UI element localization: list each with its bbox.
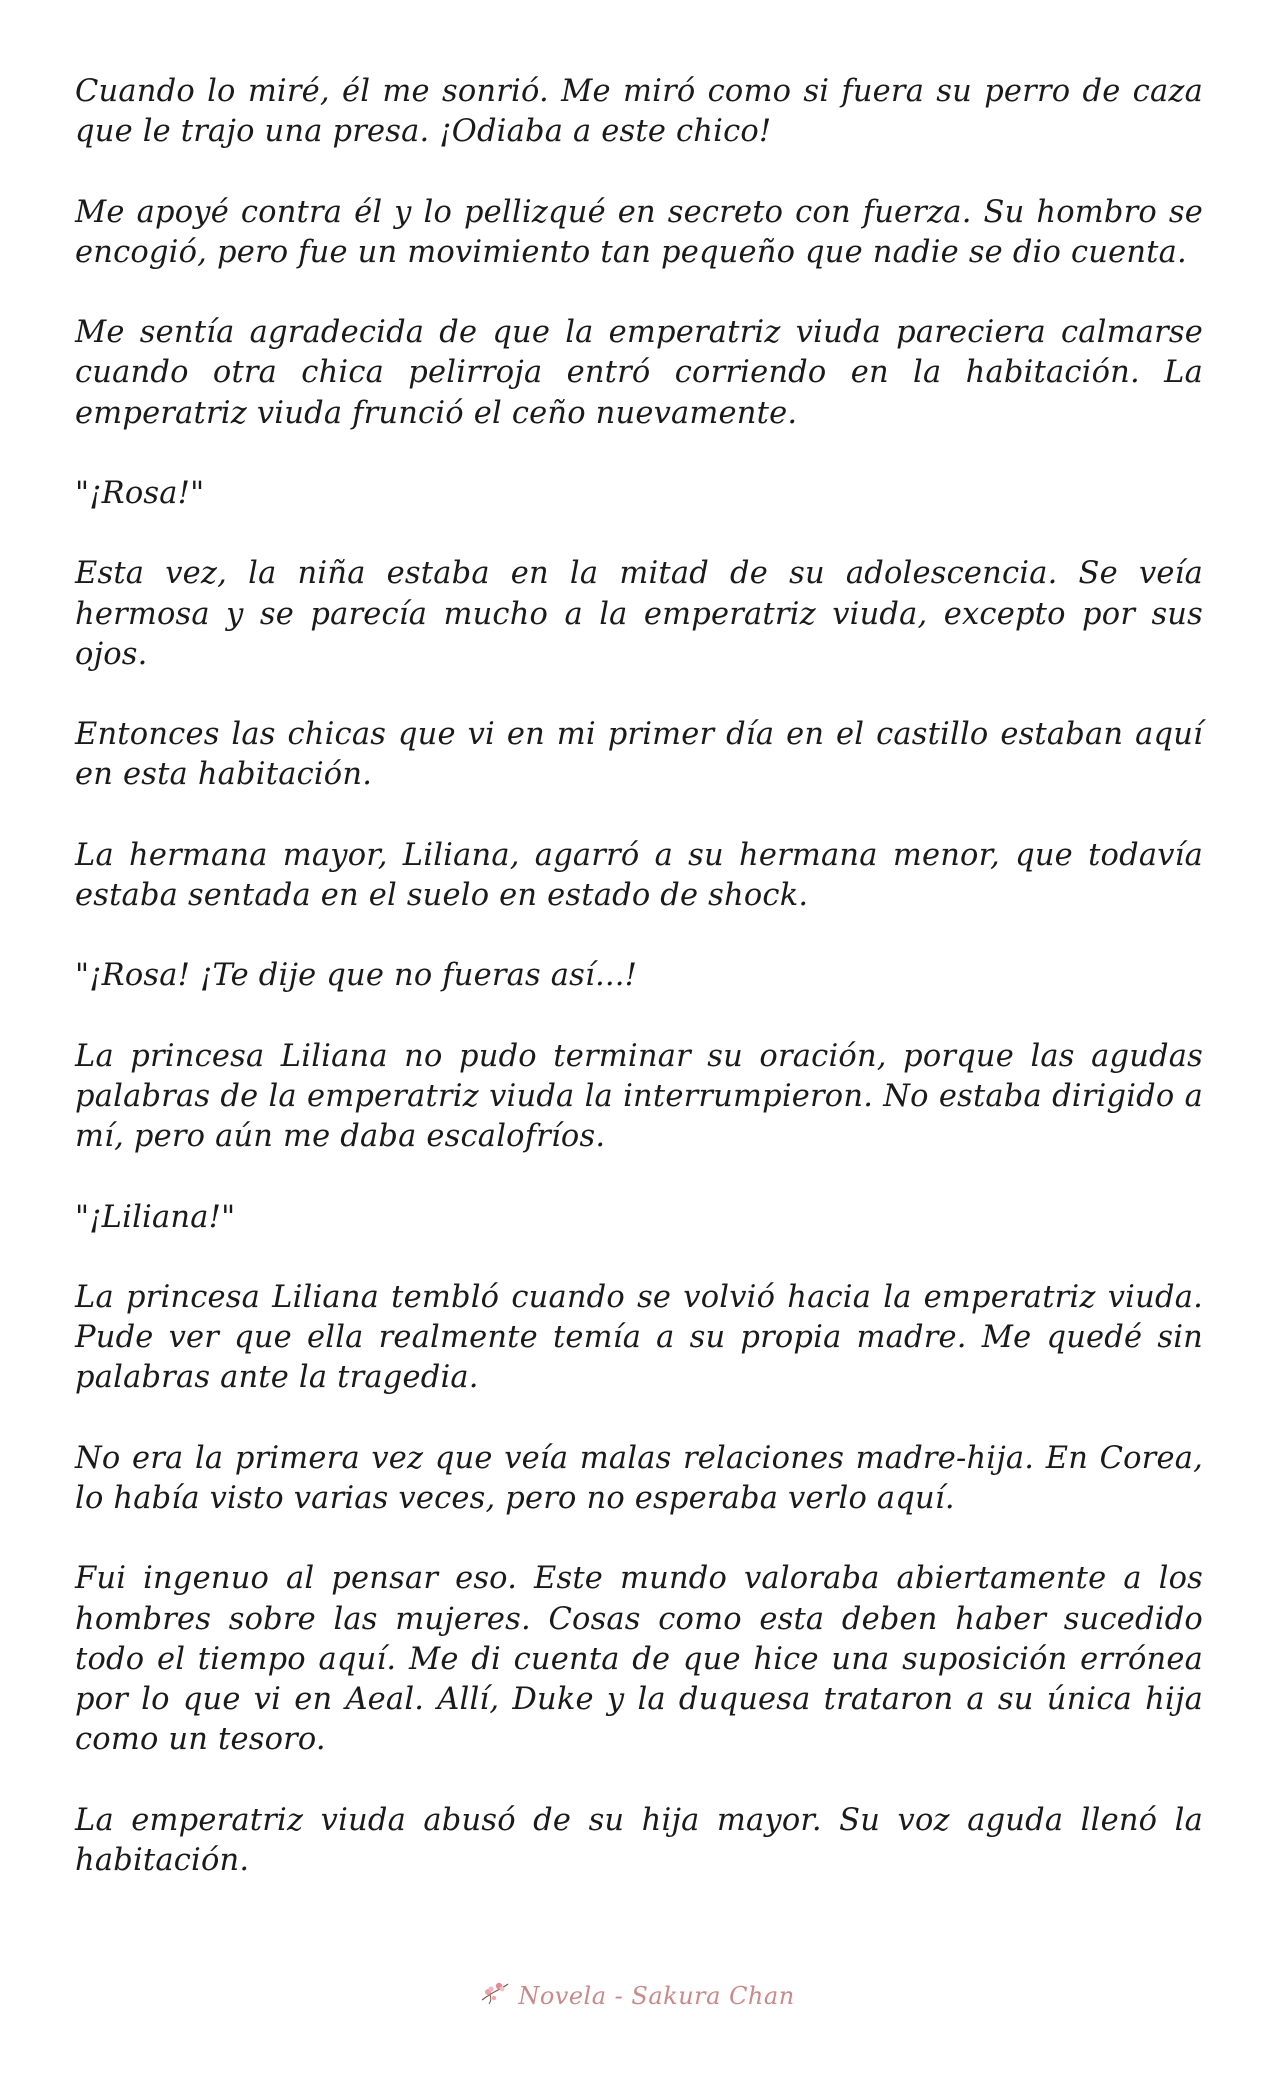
paragraph: Me sentía agradecida de que la emperatriz viuda pareciera calmarse cuando otra chica pelirroja entró corriendo en la habitación. La emperatriz viuda frunció el ceño nuevamente. — [75, 315, 1203, 431]
paragraph: No era la primera vez que veía malas relaciones madre-hija. En Corea, lo había visto varias veces, pero no esperaba verlo aquí. — [75, 1440, 1203, 1516]
paragraph: Cuando lo miré, él me sonrió. Me miró como si fuera su perro de caza que le trajo una presa. ¡Odiaba a este chico! — [75, 74, 1203, 150]
watermark-text: Novela - Sakura Chan — [518, 1981, 795, 2010]
paragraph: Esta vez, la niña estaba en la mitad de su adolescencia. Se veía hermosa y se parecía mucho a la emperatriz viuda, excepto por sus ojos. — [75, 556, 1203, 672]
paragraph: Fui ingenuo al pensar eso. Este mundo valoraba abiertamente a los hombres sobre las mujeres. Cosas como esta deben haber sucedido todo el tiempo aquí. Me di cuenta de que hice una suposición errónea por lo que vi en Aeal. Allí, Duke y la duquesa trataron a su única hija como un tesoro. — [75, 1561, 1203, 1758]
paragraph: La hermana mayor, Liliana, agarró a su hermana menor, que todavía estaba sentada en el suelo en estado de shock. — [75, 837, 1203, 913]
dialogue-line: "¡Rosa!" — [75, 475, 205, 511]
watermark-footer — [0, 1980, 1275, 2011]
paragraph: Me apoyé contra él y lo pellizqué en secreto con fuerza. Su hombro se encogió, pero fue un movimiento tan pequeño que nadie se dio cuenta. — [75, 194, 1203, 270]
story-text — [75, 72, 1203, 1921]
paragraph: La princesa Liliana tembló cuando se volvió hacia la emperatriz viuda. Pude ver que ella realmente temía a su propia madre. Me quedé sin palabras ante la tragedia. — [75, 1279, 1203, 1396]
paragraph: La emperatriz viuda abusó de su hija mayor. Su voz aguda llenó la habitación. — [75, 1802, 1203, 1878]
sakura-blossom-icon — [480, 1980, 510, 2011]
dialogue-line: "¡Liliana!" — [75, 1199, 236, 1235]
paragraph: La princesa Liliana no pudo terminar su oración, porque las agudas palabras de la emperatriz viuda la interrumpieron. No estaba dirigido a mí, pero aún me daba escalofríos. — [75, 1038, 1203, 1155]
dialogue-line: "¡Rosa! ¡Te dije que no fueras así...! — [75, 958, 638, 994]
paragraph: Entonces las chicas que vi en mi primer día en el castillo estaban aquí en esta habitación. — [75, 717, 1203, 793]
